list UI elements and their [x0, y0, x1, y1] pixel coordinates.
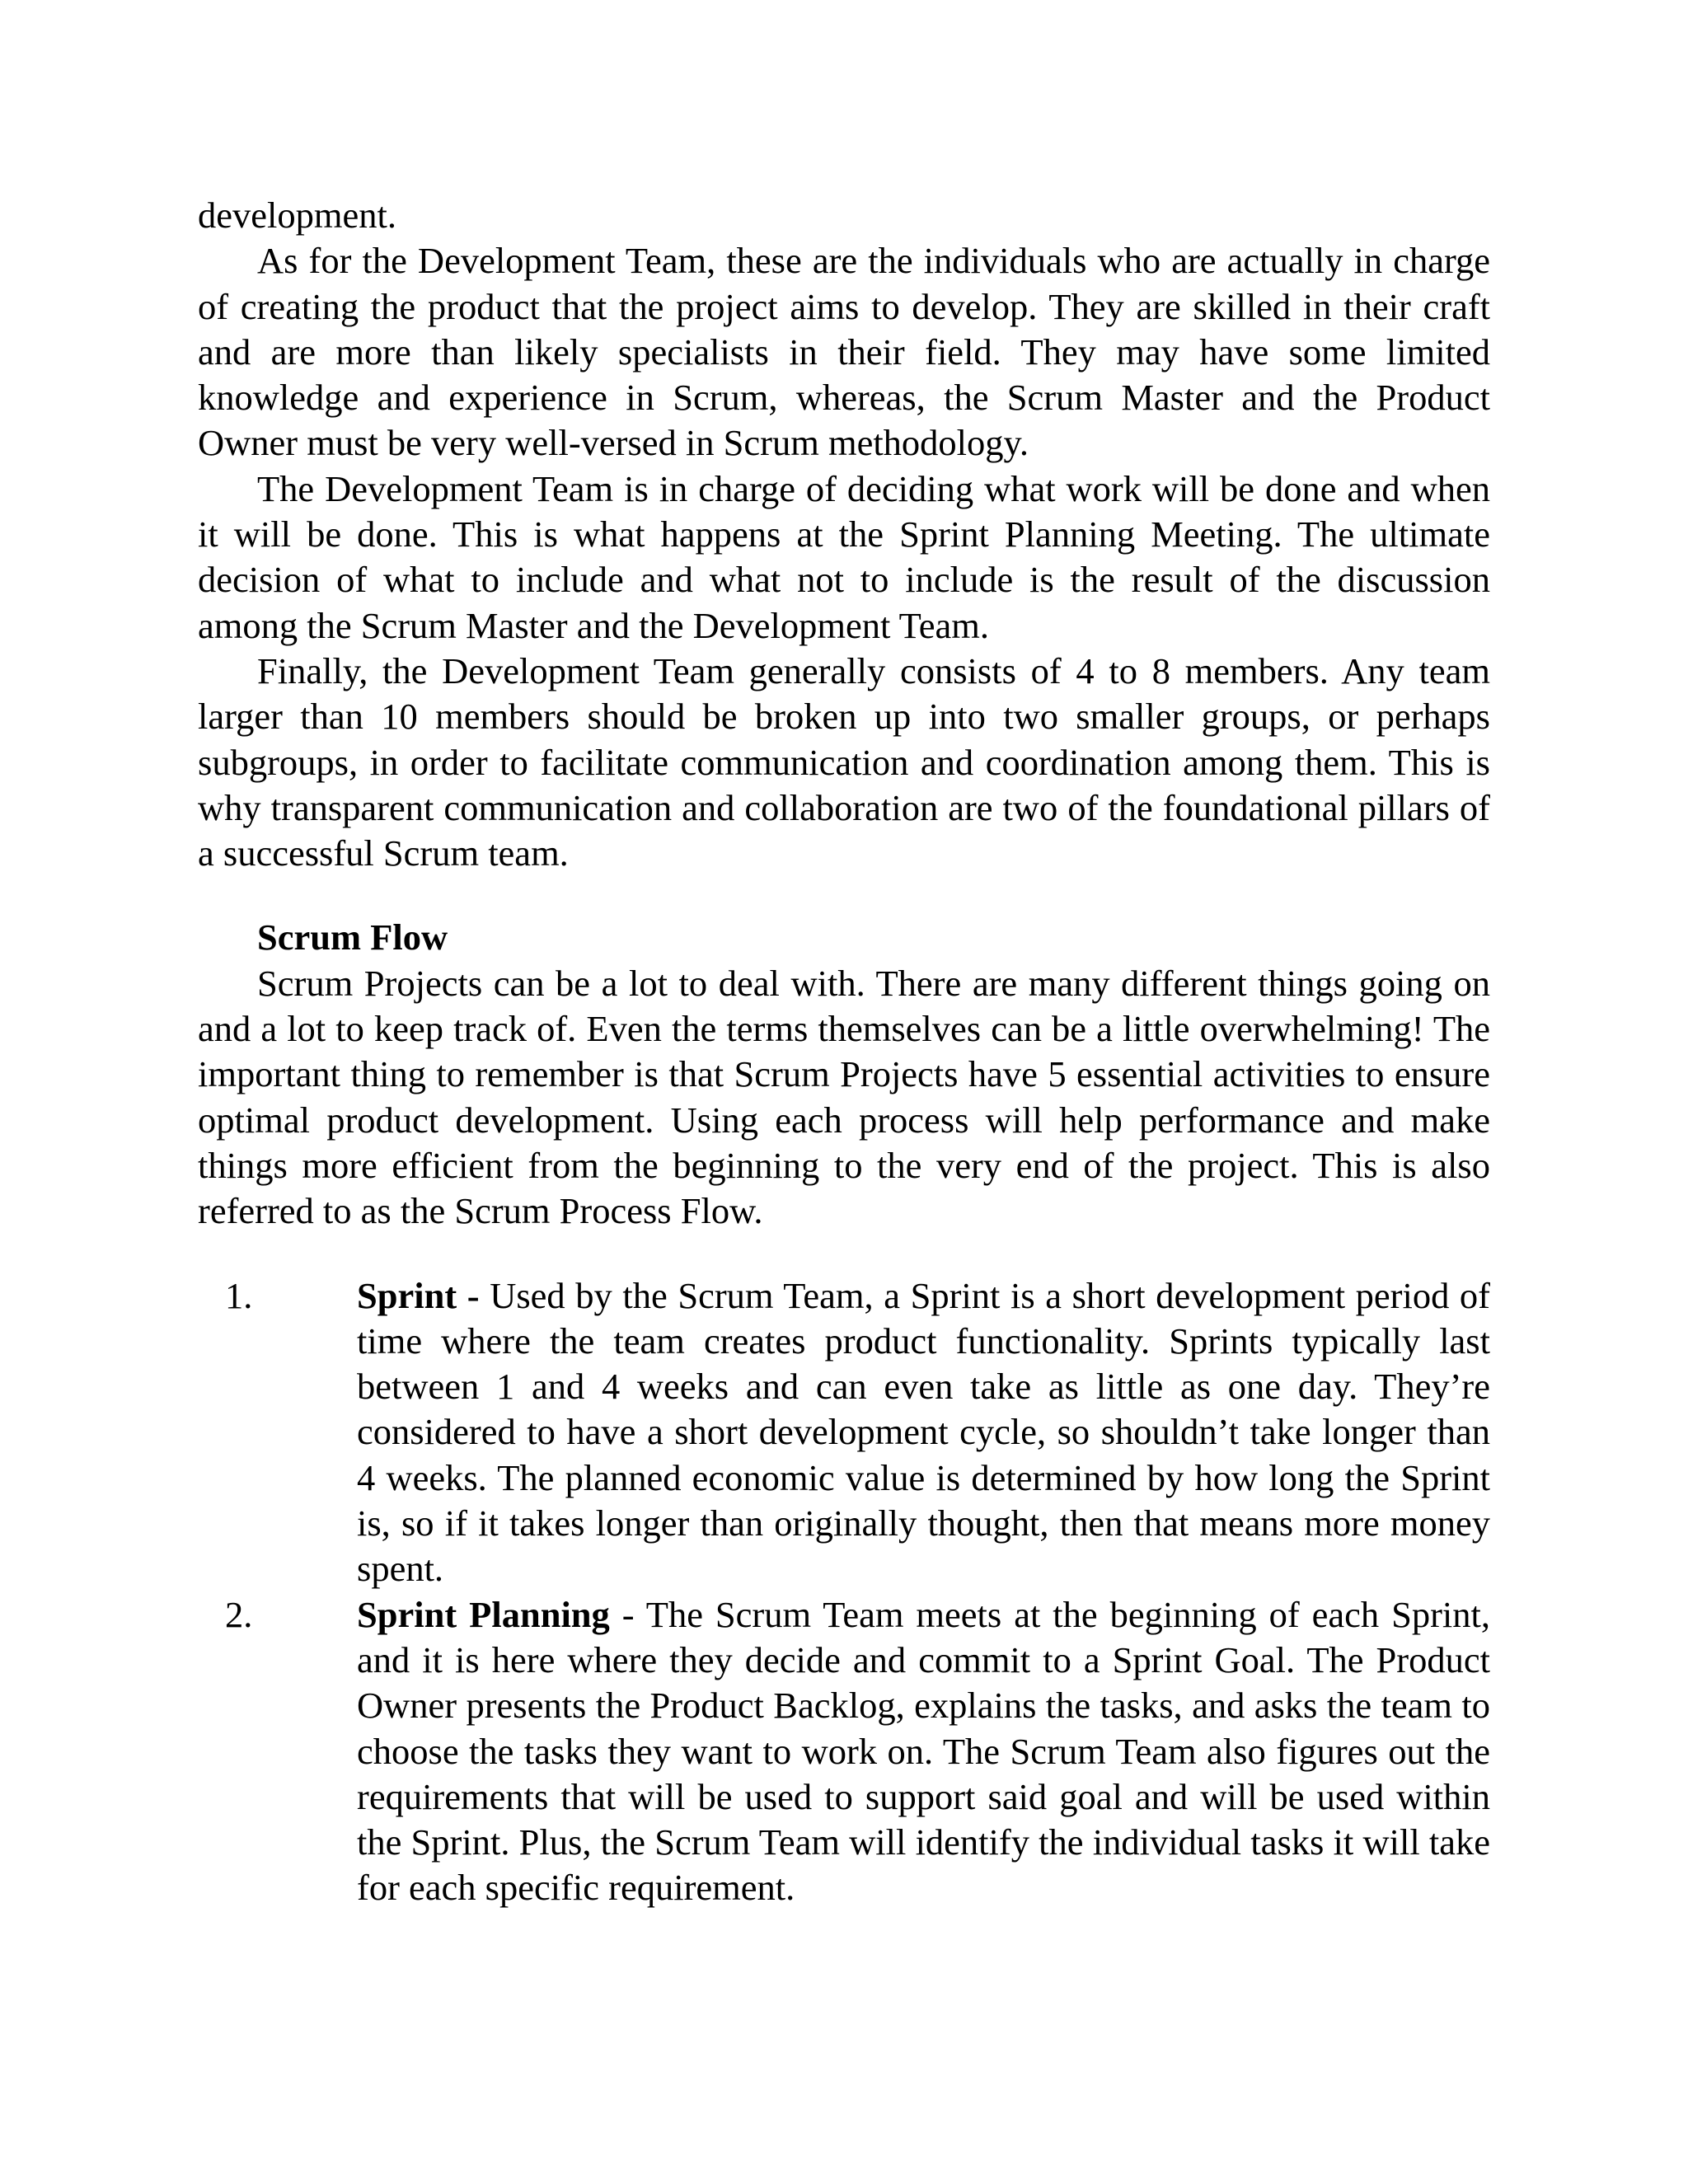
- paragraph-continuation: development.: [198, 194, 396, 236]
- paragraph-sprint-planning-meeting: The Development Team is in charge of deciding what work will be done and when it will be done. This is what happens at the Sprint Planning Meeting. The ultimate decision of what to include and what not to include is the result of the discussion among the Scrum Master and the Development Team.: [198, 467, 1490, 646]
- numbered-list: [198, 1273, 1490, 1911]
- paragraph-development-team: As for the Development Team, these are the individuals who are actually in charge of creating the product that the project aims to develop. They are skilled in their craft and are more than likely specialists in their field. They may have some limited knowledge and experience in Scrum, whereas, the Scrum Master and the Product Owner must be very well-versed in Scrum methodology.: [198, 240, 1490, 464]
- list-item-text: - The Scrum Team meets at the beginning of each Sprint, and it is here where they decide and commit to a Sprint Goal. The Product Owner presents the Product Backlog, explains the tasks, and asks the team to choose the tasks they want to work on. The Scrum Team also figures out the requirements that will be used to support said goal and will be used within the Sprint. Plus, the Scrum Team will identify the individual tasks it will take for each specific requirement.: [357, 1593, 1490, 1909]
- list-item-text: Used by the Scrum Team, a Sprint is a short development period of time where the team creates product functionality. Sprints typically last between 1 and 4 weeks and can even take as little as one day. They’re considered to have a short development cycle, so shouldn’t take longer than 4 weeks. The planned economic value is determined by how long the Sprint is, so if it takes longer than originally thought, then that means more money spent.: [357, 1274, 1491, 1590]
- section-intro: Scrum Projects can be a lot to deal with. There are many different things going on and a lot to keep track of. Even the terms themselves can be a little overwhelming! The important thing to remember is that Scrum Projects have 5 essential activities to ensure optimal product development. Using each process will help performance and make things more efficient from the beginning to the very end of the project. This is also referred to as the Scrum Process Flow.: [198, 962, 1490, 1232]
- list-item-number: 1.: [225, 1274, 253, 1316]
- section-heading: Scrum Flow: [257, 916, 448, 958]
- list-item: [198, 1273, 1490, 1592]
- paragraph-team-size: Finally, the Development Team generally consists of 4 to 8 members. Any team larger than 10 members should be broken up into two smaller groups, or perhaps subgroups, in order to facilitate communication and coordination among them. This is why transparent communication and collaboration are two of the foundational pillars of a successful Scrum team.: [198, 649, 1490, 874]
- document-page: [198, 193, 1490, 1911]
- list-item-term: Sprint -: [357, 1274, 480, 1316]
- list-item-number: 2.: [225, 1593, 253, 1635]
- list-item: [198, 1592, 1490, 1911]
- list-item-term: Sprint Planning: [357, 1593, 610, 1635]
